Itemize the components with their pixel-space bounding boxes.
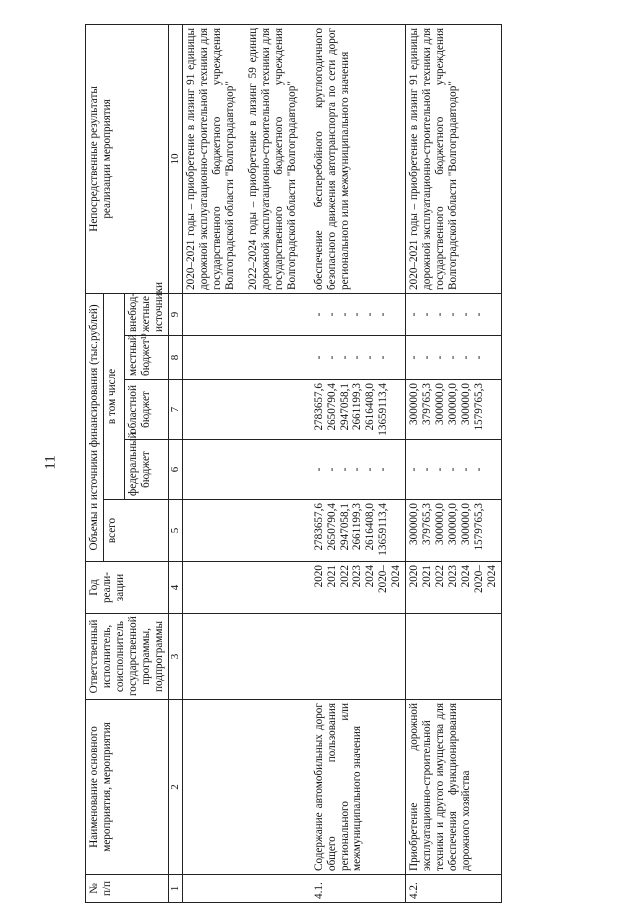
continuation-row xyxy=(182,24,310,902)
column-number: 6 xyxy=(168,440,182,500)
row-executor xyxy=(406,614,502,700)
row-extra: - - - - - - xyxy=(406,293,502,335)
header-measure-name: Наименование основного мероприятия, мероприятия xyxy=(86,700,169,875)
row-result: обеспечение бесперебойного круглогодичного безопасного движения автотранспорта по сети дорог регионального или межмуниципального значения xyxy=(311,24,406,293)
header-executor: Ответственный исполнитель, соисполнитель государственной программы, подпрограммы xyxy=(86,614,169,700)
result-text: 2022–2024 годы – приобретение в лизинг 59 единиц дорожной эксплуатационно-строительной техники для государственного бюджетного учреждения Волгоградской области "Волгоградавтодор" xyxy=(246,27,298,290)
page-number: 11 xyxy=(42,455,59,470)
header-year: Год реали- зации xyxy=(86,562,169,614)
row-federal: - - - - - - xyxy=(311,440,406,500)
column-number: 8 xyxy=(168,336,182,380)
row-regional: 2783657,6 2650790,4 2947058,1 2661199,3 2616408,0 13659113,4 xyxy=(311,380,406,440)
column-number: 5 xyxy=(168,500,182,562)
row-measure-name: Приобретение дорожной эксплуатационно-строительной техники и другого имущества для обеспечения функционирования дорожного хозяйства xyxy=(406,700,502,875)
row-num: 4.1. xyxy=(311,875,406,903)
row-executor xyxy=(311,614,406,700)
row-measure-name: Содержание автомобильных дорог общего пользования регионального или межмуниципального значения xyxy=(311,700,406,875)
column-number: 1 xyxy=(168,875,182,903)
header-financing-group: Объемы и источники финансирования (тыс.рублей) xyxy=(86,293,104,561)
row-total: 2783657,6 2650790,4 2947058,1 2661199,3 2616408,0 13659113,4 xyxy=(311,500,406,562)
header-extra: внебюд- жетные источники xyxy=(124,293,168,335)
row-years: 2020 2021 2022 2023 2024 2020–2024 xyxy=(311,562,406,614)
column-number: 7 xyxy=(168,380,182,440)
program-table-wrapper xyxy=(85,25,630,903)
column-number: 4 xyxy=(168,562,182,614)
row-result: 2020–2021 годы – приобретение в лизинг 91 единицы дорожной эксплуатационно-строительной техники для государственного бюджетного учреждения Волгоградской области "Волгоградавтодор" xyxy=(406,24,502,293)
header-num: № п/п xyxy=(86,875,169,903)
row-local: - - - - - - xyxy=(406,336,502,380)
header-results: Непосредственные результаты реализации мероприятия xyxy=(86,24,169,293)
table-row xyxy=(311,24,406,902)
table-row xyxy=(406,24,502,902)
row-local: - - - - - - xyxy=(311,336,406,380)
column-number: 3 xyxy=(168,614,182,700)
header-including: в том числе xyxy=(103,293,124,499)
column-number: 10 xyxy=(168,24,182,293)
row-regional: 300000,0 379765,3 300000,0 300000,0 300000,0 1579765,3 xyxy=(406,380,502,440)
row-years: 2020 2021 2022 2023 2024 2020–2024 xyxy=(406,562,502,614)
header-total: всего xyxy=(103,500,168,562)
result-text: 2020–2021 годы – приобретение в лизинг 91 единицы дорожной эксплуатационно-строительной техники для государственного бюджетного учреждения Волгоградской области "Волгоградавтодор" xyxy=(184,27,236,290)
row-extra: - - - - - - xyxy=(311,293,406,335)
row-total: 300000,0 379765,3 300000,0 300000,0 300000,0 1579765,3 xyxy=(406,500,502,562)
column-number: 2 xyxy=(168,700,182,875)
continuation-results-cell xyxy=(182,24,310,293)
row-num: 4.2. xyxy=(406,875,502,903)
row-federal: - - - - - - xyxy=(406,440,502,500)
header-federal: федеральный бюджет xyxy=(124,440,168,500)
header-local: местный бюджет¹⁾ xyxy=(124,336,168,380)
program-measures-table xyxy=(85,24,502,903)
column-number: 9 xyxy=(168,293,182,335)
header-regional: областной бюджет xyxy=(124,380,168,440)
